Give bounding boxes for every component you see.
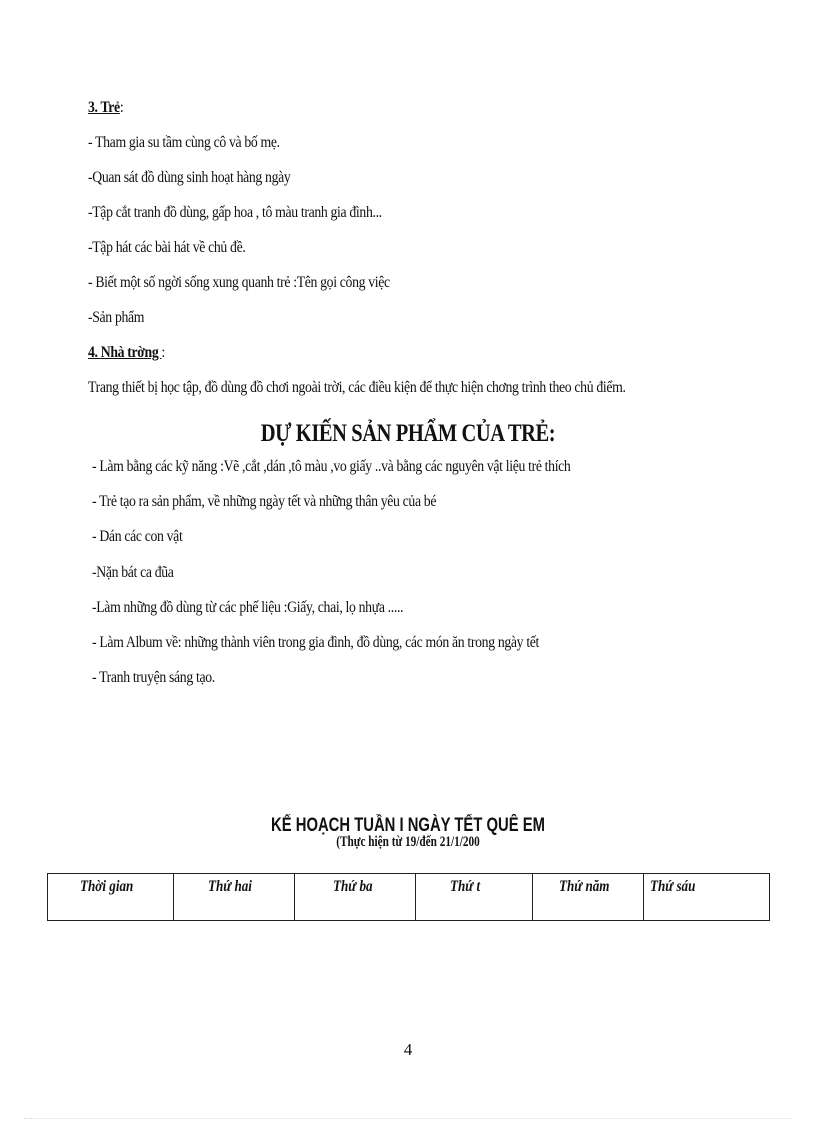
section3-line-6: -Sản phẩm bbox=[88, 309, 145, 326]
plan-col-time-label: Thời gian bbox=[80, 878, 134, 895]
plan-col-friday-label: Thứ sáu bbox=[650, 878, 696, 895]
plan-col-friday bbox=[644, 874, 770, 921]
section3-line-3: -Tập cắt tranh đồ dùng, gấp hoa , tô màu tranh gia đình... bbox=[88, 204, 382, 221]
section3-line-1: - Tham gia su tầm cùng cô và bố mẹ. bbox=[88, 134, 280, 151]
plan-col-monday-label: Thứ hai bbox=[208, 878, 252, 895]
plan-table-header-row bbox=[48, 874, 770, 921]
products-line-3: - Dán các con vật bbox=[92, 528, 183, 545]
products-line-1: - Làm bằng các kỹ năng :Vẽ ,cắt ,dán ,tô màu ,vo giấy ..và bằng các nguyên vật liệu trẻ thích bbox=[92, 458, 571, 475]
section4-heading: 4. Nhà trờng bbox=[88, 344, 162, 361]
section3-heading-line bbox=[88, 98, 123, 118]
products-line-4: -Nặn bát ca đũa bbox=[92, 564, 174, 581]
section4-text: Trang thiết bị học tập, đồ dùng đồ chơi ngoài trời, các điều kiện để thực hiện chơng trình theo chủ điểm. bbox=[88, 379, 626, 396]
plan-col-thursday-label: Thứ năm bbox=[559, 878, 610, 895]
products-line-7: - Tranh truyện sáng tạo. bbox=[92, 669, 215, 686]
page-number: 4 bbox=[403, 1040, 413, 1059]
section3-line-5: - Biết một số ngời sống xung quanh trẻ :Tên gọi công việc bbox=[88, 274, 390, 291]
section3-line-2: -Quan sát đồ dùng sinh hoạt hàng ngày bbox=[88, 169, 291, 186]
plan-col-tuesday bbox=[295, 874, 416, 921]
section3-heading-suffix: : bbox=[119, 99, 124, 116]
plan-col-tuesday-label: Thứ ba bbox=[333, 878, 373, 895]
plan-col-thursday bbox=[533, 874, 644, 921]
products-title: DỰ KIẾN SẢN PHẨM CỦA TRẺ: bbox=[260, 420, 556, 447]
section4-heading-suffix: : bbox=[161, 344, 165, 361]
plan-col-wednesday bbox=[416, 874, 533, 921]
section3-heading: 3. Trẻ bbox=[88, 99, 120, 116]
section3-line-4: -Tập hát các bài hát về chủ đề. bbox=[88, 239, 246, 256]
products-line-5: -Làm những đồ dùng từ các phế liệu :Giấy, chai, lọ nhựa ..... bbox=[92, 599, 404, 616]
products-line-2: - Trẻ tạo ra sản phẩm, về những ngày tết và những thân yêu của bé bbox=[92, 493, 437, 510]
page-bottom-rule bbox=[24, 1118, 792, 1119]
section4-heading-line bbox=[88, 343, 165, 363]
plan-col-wednesday-label: Thứ t bbox=[450, 878, 481, 895]
plan-title: KẾ HOẠCH TUẦN I NGÀY TẾT QUÊ EM bbox=[271, 815, 545, 836]
plan-subtitle: (Thực hiện từ 19/đến 21/1/200 bbox=[336, 834, 480, 850]
plan-table bbox=[47, 873, 770, 921]
plan-col-monday bbox=[174, 874, 295, 921]
products-line-6: - Làm Album về: những thành viên trong gia đình, đồ dùng, các món ăn trong ngày tết bbox=[92, 634, 540, 651]
plan-col-time bbox=[48, 874, 174, 921]
